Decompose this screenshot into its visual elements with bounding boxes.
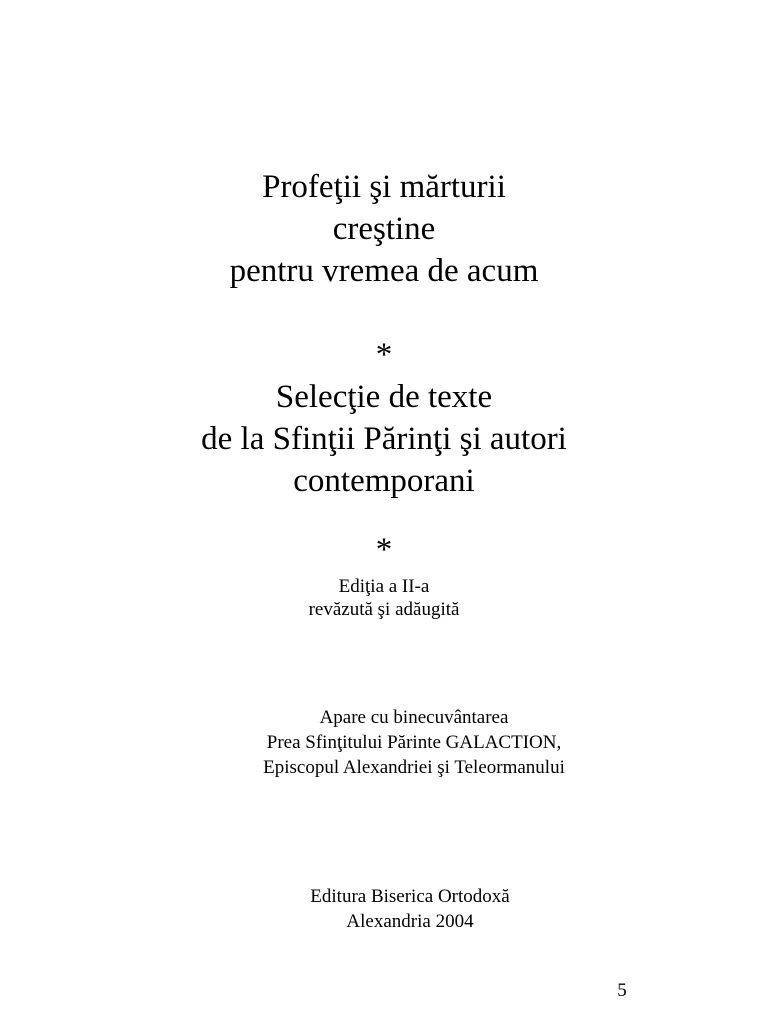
title-line-3: pentru vremea de acum	[229, 253, 539, 289]
title-line-1: Profeţii şi mărturii	[262, 169, 506, 205]
publisher-name: Editura Biserica Ortodoxă	[310, 886, 510, 907]
publisher-info	[26, 884, 768, 934]
edition-line-1: Ediţia a II-a	[338, 576, 430, 597]
separator-1-text: *	[375, 337, 393, 373]
subtitle-line-3: contemporani	[293, 463, 475, 499]
edition-line-2: revăzută şi adăugită	[308, 599, 460, 620]
blessing-line-2: Prea Sfinţitului Părinte GALACTION,	[266, 732, 562, 753]
publisher-place-year: Alexandria 2004	[346, 911, 474, 932]
subtitle-line-2: de la Sfinţii Părinţi şi autori	[201, 421, 567, 457]
separator-2-text: *	[375, 532, 393, 568]
edition-note	[0, 575, 768, 621]
separator-asterisk-1	[0, 338, 768, 372]
book-title	[0, 166, 768, 292]
title-line-2: creştine	[332, 211, 436, 247]
blessing-line-3: Episcopul Alexandriei şi Teleormanului	[263, 757, 565, 778]
subtitle-line-1: Selecţie de texte	[275, 379, 493, 415]
page-number: 5	[617, 980, 627, 1001]
separator-asterisk-2	[0, 533, 768, 567]
blessing-note	[30, 705, 768, 780]
blessing-line-1: Apare cu binecuvântarea	[319, 707, 509, 728]
book-subtitle	[0, 376, 768, 502]
